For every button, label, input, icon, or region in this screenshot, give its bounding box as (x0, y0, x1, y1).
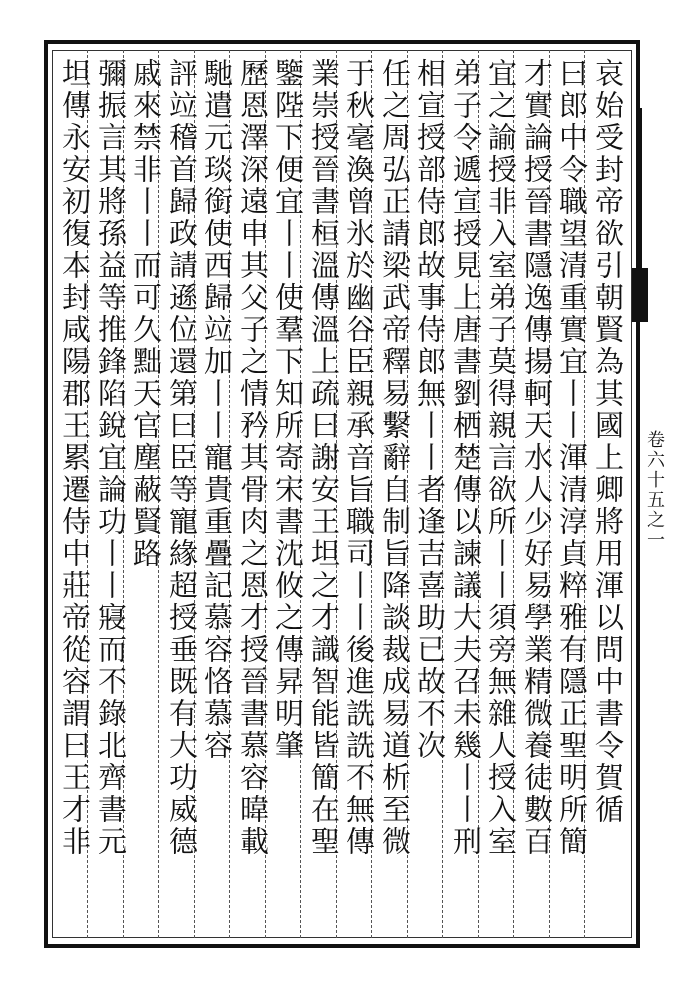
text-column: 曰郎中令職望清重實宜丨丨渾清淳貞粹雅有隱正聖明所簡 (555, 58, 589, 858)
text-column: 評竝稽首歸政請遜位還第曰臣等寵緣超授垂既有大功威德 (165, 58, 199, 858)
text-column: 戚來禁非丨丨而可久黜天官塵蔽賢路 (129, 58, 163, 570)
text-column: 宜之諭授非入室弟子莫得親言欲所丨丨須旁無雜人授入室 (484, 58, 518, 858)
text-column: 業崇授晉書桓溫傳溫上疏曰謝安王坦之才識智能皆簡在聖 (307, 58, 341, 858)
text-column: 于秋毫渙曾氷於幽谷臣親承音旨職司丨丨後進詵詵不無傳 (342, 58, 376, 858)
text-column: 任之周弘正請梁武帝釋易繫辭自制旨降談裁成易道析至微 (378, 58, 412, 858)
text-column: 彌振言其將孫益等推鋒陷銳宜論功丨丨寢而不錄北齊書元 (94, 58, 128, 858)
text-column: 弟子令遞宣授見上唐書劉栖楚傳以諫議大夫召未幾丨丨刑 (449, 58, 483, 858)
text-column: 馳遣元琰銜使西歸竝加丨丨寵貴重疊記慕容恪慕容 (200, 58, 234, 762)
text-column: 坦傳永安初復本封咸陽郡王累遷侍中莊帝從容謂曰王才非 (58, 58, 92, 858)
margin-label: 卷六十五之一 (644, 430, 665, 550)
text-column: 相宣授部侍郎故事侍郎無丨丨者逢吉喜助已故不次 (413, 58, 447, 762)
block-tab (640, 108, 670, 268)
text-column: 歷恩澤深遠申其父子之情矜其骨肉之恩才授晉書慕容暐載 (236, 58, 270, 858)
text-column: 鑒陛下便宜丨丨使羣下知所寄宋書沈攸之傳昇明肇 (271, 58, 305, 762)
black-marker (632, 268, 648, 322)
text-column: 才實論授晉書隱逸傳揚軻天水人少好易學業精微養徒數百 (520, 58, 554, 858)
text-column: 哀始受封帝欲引朝賢為其國上卿將用渾以問中書令賀循 (591, 58, 625, 826)
